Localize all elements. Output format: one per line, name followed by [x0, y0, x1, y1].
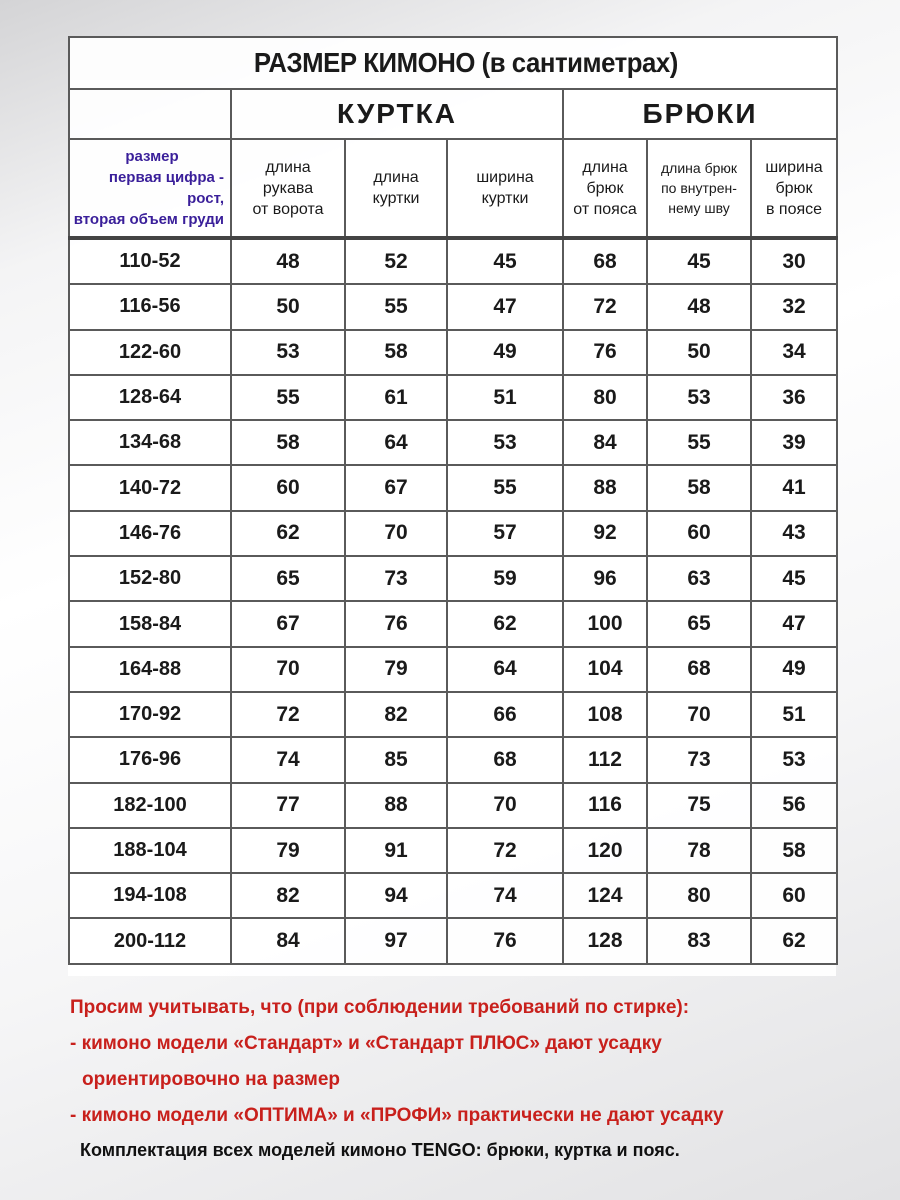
value-cell: 50	[231, 284, 345, 329]
value-cell: 41	[751, 465, 837, 510]
value-cell: 64	[345, 420, 447, 465]
value-cell: 65	[647, 601, 751, 646]
value-cell: 120	[563, 828, 647, 873]
value-cell: 58	[231, 420, 345, 465]
header-size-line: первая цифра - рост,	[108, 169, 224, 207]
value-cell: 96	[563, 556, 647, 601]
header-line: ширина	[765, 158, 823, 176]
value-cell: 68	[563, 238, 647, 284]
value-cell: 84	[231, 918, 345, 963]
value-cell: 59	[447, 556, 563, 601]
table-row	[69, 873, 837, 918]
table-row	[69, 918, 837, 963]
value-cell: 55	[447, 465, 563, 510]
value-cell: 53	[447, 420, 563, 465]
value-cell: 80	[563, 375, 647, 420]
table-row	[69, 465, 837, 510]
value-cell: 34	[751, 330, 837, 375]
value-cell: 51	[447, 375, 563, 420]
size-cell: 194-108	[69, 873, 231, 918]
table-row	[69, 284, 837, 329]
table-body	[69, 238, 837, 964]
value-cell: 62	[447, 601, 563, 646]
value-cell: 45	[647, 238, 751, 284]
size-cell: 134-68	[69, 420, 231, 465]
value-cell: 55	[345, 284, 447, 329]
header-line: длина	[582, 158, 628, 176]
table-row	[69, 556, 837, 601]
header-waist	[751, 139, 837, 238]
note-shrink-cont: ориентировочно на размер	[82, 1069, 341, 1090]
header-line: от ворота	[252, 200, 324, 218]
header-line: рукава	[262, 179, 314, 197]
header-sleeve	[231, 139, 345, 238]
value-cell: 70	[647, 692, 751, 737]
size-cell: 158-84	[69, 601, 231, 646]
header-line: брюк	[775, 179, 813, 197]
value-cell: 80	[647, 873, 751, 918]
value-cell: 104	[563, 647, 647, 692]
table-row	[69, 420, 837, 465]
value-cell: 32	[751, 284, 837, 329]
value-cell: 79	[231, 828, 345, 873]
value-cell: 74	[231, 737, 345, 782]
value-cell: 91	[345, 828, 447, 873]
value-cell: 72	[563, 284, 647, 329]
header-jacket-width	[447, 139, 563, 238]
value-cell: 49	[447, 330, 563, 375]
value-cell: 64	[447, 647, 563, 692]
header-line: брюк	[586, 179, 624, 197]
value-cell: 55	[647, 420, 751, 465]
size-cell: 200-112	[69, 918, 231, 963]
value-cell: 48	[647, 284, 751, 329]
value-cell: 62	[231, 511, 345, 556]
header-size-line: вторая объем груди	[73, 211, 224, 228]
size-cell: 146-76	[69, 511, 231, 556]
value-cell: 53	[647, 375, 751, 420]
value-cell: 47	[751, 601, 837, 646]
value-cell: 55	[231, 375, 345, 420]
value-cell: 68	[447, 737, 563, 782]
table-row	[69, 375, 837, 420]
header-jacket-length	[345, 139, 447, 238]
size-cell: 128-64	[69, 375, 231, 420]
header-pants-length	[563, 139, 647, 238]
size-cell: 152-80	[69, 556, 231, 601]
value-cell: 49	[751, 647, 837, 692]
value-cell: 88	[345, 783, 447, 828]
table-row	[69, 692, 837, 737]
value-cell: 67	[345, 465, 447, 510]
value-cell: 47	[447, 284, 563, 329]
header-line: от пояса	[573, 200, 637, 218]
value-cell: 72	[447, 828, 563, 873]
value-cell: 74	[447, 873, 563, 918]
value-cell: 82	[231, 873, 345, 918]
header-line: длина брюк	[661, 160, 737, 176]
value-cell: 65	[231, 556, 345, 601]
table-row	[69, 238, 837, 284]
table-row	[69, 511, 837, 556]
header-size-line: размер	[125, 148, 179, 165]
note-shrink: - кимоно модели «Стандарт» и «Стандарт ПЛЮС» дают усадку	[70, 1033, 662, 1054]
value-cell: 92	[563, 511, 647, 556]
table-title: РАЗМЕР КИМОНО (в сантиметрах)	[100, 37, 807, 89]
table-row	[69, 647, 837, 692]
value-cell: 94	[345, 873, 447, 918]
size-cell: 140-72	[69, 465, 231, 510]
value-cell: 62	[751, 918, 837, 963]
header-line: нему шву	[668, 200, 730, 216]
value-cell: 124	[563, 873, 647, 918]
value-cell: 78	[647, 828, 751, 873]
value-cell: 72	[231, 692, 345, 737]
value-cell: 84	[563, 420, 647, 465]
value-cell: 85	[345, 737, 447, 782]
header-size	[69, 139, 231, 238]
note-no-shrink: - кимоно модели «ОПТИМА» и «ПРОФИ» практически не дают усадку	[70, 1105, 724, 1126]
size-cell: 188-104	[69, 828, 231, 873]
value-cell: 36	[751, 375, 837, 420]
value-cell: 70	[447, 783, 563, 828]
value-cell: 60	[647, 511, 751, 556]
size-cell: 164-88	[69, 647, 231, 692]
value-cell: 67	[231, 601, 345, 646]
corner-cell	[69, 89, 231, 139]
size-cell: 116-56	[69, 284, 231, 329]
value-cell: 116	[563, 783, 647, 828]
size-cell: 176-96	[69, 737, 231, 782]
value-cell: 68	[647, 647, 751, 692]
value-cell: 66	[447, 692, 563, 737]
value-cell: 73	[647, 737, 751, 782]
value-cell: 108	[563, 692, 647, 737]
table-row	[69, 601, 837, 646]
value-cell: 45	[447, 238, 563, 284]
value-cell: 50	[647, 330, 751, 375]
value-cell: 51	[751, 692, 837, 737]
group-pants: БРЮКИ	[563, 89, 837, 139]
size-chart-table	[68, 36, 838, 965]
value-cell: 58	[647, 465, 751, 510]
value-cell: 63	[647, 556, 751, 601]
header-line: длина	[373, 169, 419, 186]
value-cell: 82	[345, 692, 447, 737]
table-row	[69, 828, 837, 873]
value-cell: 58	[751, 828, 837, 873]
value-cell: 57	[447, 511, 563, 556]
value-cell: 61	[345, 375, 447, 420]
note-intro: Просим учитывать, что (при соблюдении требований по стирке):	[70, 997, 690, 1018]
footer-note: Комплектация всех моделей кимоно TENGO: брюки, куртка и пояс.	[80, 1140, 680, 1160]
value-cell: 53	[751, 737, 837, 782]
header-line: ширина	[476, 169, 534, 186]
value-cell: 52	[345, 238, 447, 284]
size-cell: 110-52	[69, 238, 231, 284]
value-cell: 76	[345, 601, 447, 646]
value-cell: 45	[751, 556, 837, 601]
value-cell: 100	[563, 601, 647, 646]
value-cell: 77	[231, 783, 345, 828]
value-cell: 75	[647, 783, 751, 828]
value-cell: 70	[231, 647, 345, 692]
value-cell: 83	[647, 918, 751, 963]
value-cell: 76	[563, 330, 647, 375]
value-cell: 97	[345, 918, 447, 963]
value-cell: 43	[751, 511, 837, 556]
size-cell: 182-100	[69, 783, 231, 828]
value-cell: 30	[751, 238, 837, 284]
header-line: в поясе	[765, 200, 823, 218]
value-cell: 112	[563, 737, 647, 782]
table-row	[69, 330, 837, 375]
value-cell: 70	[345, 511, 447, 556]
header-line: куртки	[372, 190, 420, 207]
header-inseam	[647, 139, 751, 238]
size-cell: 122-60	[69, 330, 231, 375]
value-cell: 53	[231, 330, 345, 375]
table-row	[69, 737, 837, 782]
value-cell: 56	[751, 783, 837, 828]
notes-block	[70, 990, 870, 1134]
value-cell: 88	[563, 465, 647, 510]
value-cell: 76	[447, 918, 563, 963]
value-cell: 128	[563, 918, 647, 963]
size-cell: 170-92	[69, 692, 231, 737]
group-jacket: КУРТКА	[231, 89, 563, 139]
header-line: по внутрен-	[661, 180, 737, 196]
value-cell: 48	[231, 238, 345, 284]
value-cell: 60	[231, 465, 345, 510]
value-cell: 39	[751, 420, 837, 465]
value-cell: 58	[345, 330, 447, 375]
table-row	[69, 783, 837, 828]
value-cell: 60	[751, 873, 837, 918]
header-line: длина	[265, 158, 311, 176]
value-cell: 79	[345, 647, 447, 692]
value-cell: 73	[345, 556, 447, 601]
header-line: куртки	[481, 190, 529, 207]
